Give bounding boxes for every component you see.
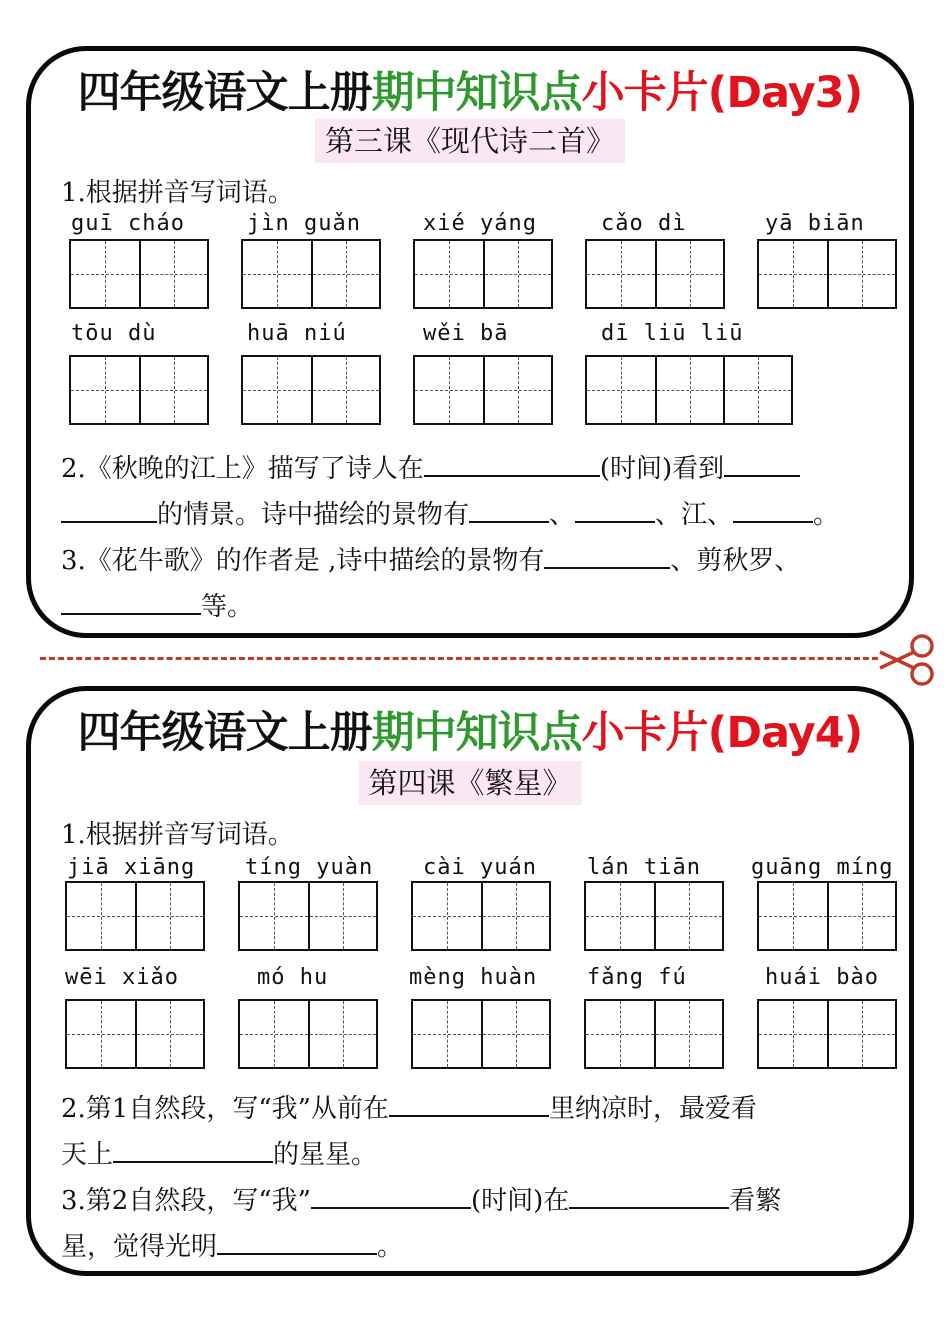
pinyin-label: guāng míng (751, 855, 894, 880)
answer-blank[interactable] (544, 539, 670, 569)
answer-blank[interactable] (733, 493, 813, 523)
lesson-title: 第三课《现代诗二首》 (315, 119, 625, 163)
answer-blank[interactable] (724, 447, 800, 477)
writing-grid[interactable] (585, 239, 725, 309)
writing-grid[interactable] (585, 355, 793, 425)
pinyin-label: mó hu (257, 965, 329, 990)
pinyin-label: huái bào (765, 965, 879, 990)
writing-grid[interactable] (757, 239, 897, 309)
card-day4 (26, 686, 914, 1276)
answer-blank[interactable] (575, 493, 655, 523)
writing-grid[interactable] (65, 881, 205, 951)
answer-blank[interactable] (217, 1225, 377, 1255)
writing-grid[interactable] (411, 999, 551, 1069)
writing-grid[interactable] (69, 355, 209, 425)
answer-blank[interactable] (424, 447, 600, 477)
writing-grid[interactable] (238, 999, 378, 1069)
question-2-line-1: 2.《秋晚的江上》描写了诗人在 (时间)看到 (61, 447, 800, 487)
pinyin-label: fǎng fú (587, 965, 687, 990)
answer-blank[interactable] (61, 585, 201, 615)
answer-blank[interactable] (469, 493, 549, 523)
question-3-line-2: 星，觉得光明 。 (61, 1225, 403, 1265)
question-3-line-2: 等。 (61, 585, 253, 625)
writing-grid[interactable] (411, 881, 551, 951)
pinyin-label: yā biān (765, 211, 865, 236)
pinyin-label: guī cháo (71, 211, 185, 236)
pinyin-label: tōu dù (71, 321, 157, 346)
pinyin-label: jìn guǎn (247, 211, 361, 236)
answer-blank[interactable] (61, 493, 157, 523)
writing-grid[interactable] (413, 355, 553, 425)
writing-grid[interactable] (584, 999, 724, 1069)
pinyin-label: lán tiān (587, 855, 701, 880)
writing-grid[interactable] (584, 881, 724, 951)
pinyin-label: jiā xiāng (67, 855, 196, 880)
writing-grid[interactable] (413, 239, 553, 309)
question-1-label: 1.根据拼音写词语。 (61, 178, 294, 208)
pinyin-label: wěi bā (423, 321, 509, 346)
pinyin-label: dī liū liū (601, 321, 744, 346)
answer-blank[interactable] (389, 1087, 549, 1117)
pinyin-label: huā niú (247, 321, 347, 346)
question-1-label: 1.根据拼音写词语。 (61, 820, 294, 850)
pinyin-label: cài yuán (423, 855, 537, 880)
question-3-line-1: 3.《花牛歌》的作者是 ,诗中描绘的景物有 、剪秋罗、 (61, 539, 800, 579)
pinyin-label: cǎo dì (601, 211, 687, 236)
answer-blank[interactable] (113, 1133, 273, 1163)
card-day3 (26, 46, 914, 638)
writing-grid[interactable] (241, 239, 381, 309)
answer-blank[interactable] (569, 1179, 729, 1209)
answer-blank[interactable] (311, 1179, 471, 1209)
writing-grid[interactable] (757, 881, 897, 951)
question-2-line-1: 2.第1自然段，写“我”从前在 里纳凉时，最爱看 (61, 1087, 757, 1127)
pinyin-label: xié yáng (423, 211, 537, 236)
lesson-title: 第四课《繁星》 (358, 761, 581, 805)
question-2-line-2: 天上 的星星。 (61, 1133, 377, 1173)
scissors-icon (876, 632, 938, 688)
question-3-line-1: 3.第2自然段，写“我” (时间)在 看繁 (61, 1179, 781, 1219)
writing-grid[interactable] (238, 881, 378, 951)
cut-line (40, 657, 878, 660)
question-2-line-2: 的情景。诗中描绘的景物有 、 、江、 。 (61, 493, 839, 533)
pinyin-label: mèng huàn (409, 965, 538, 990)
card-title: 四年级语文上册期中知识点小卡片(Day3) (77, 68, 863, 118)
writing-grid[interactable] (757, 999, 897, 1069)
card-title: 四年级语文上册期中知识点小卡片(Day4) (77, 708, 863, 758)
pinyin-label: tíng yuàn (245, 855, 374, 880)
writing-grid[interactable] (241, 355, 381, 425)
pinyin-label: wēi xiǎo (65, 965, 179, 990)
writing-grid[interactable] (65, 999, 205, 1069)
writing-grid[interactable] (69, 239, 209, 309)
